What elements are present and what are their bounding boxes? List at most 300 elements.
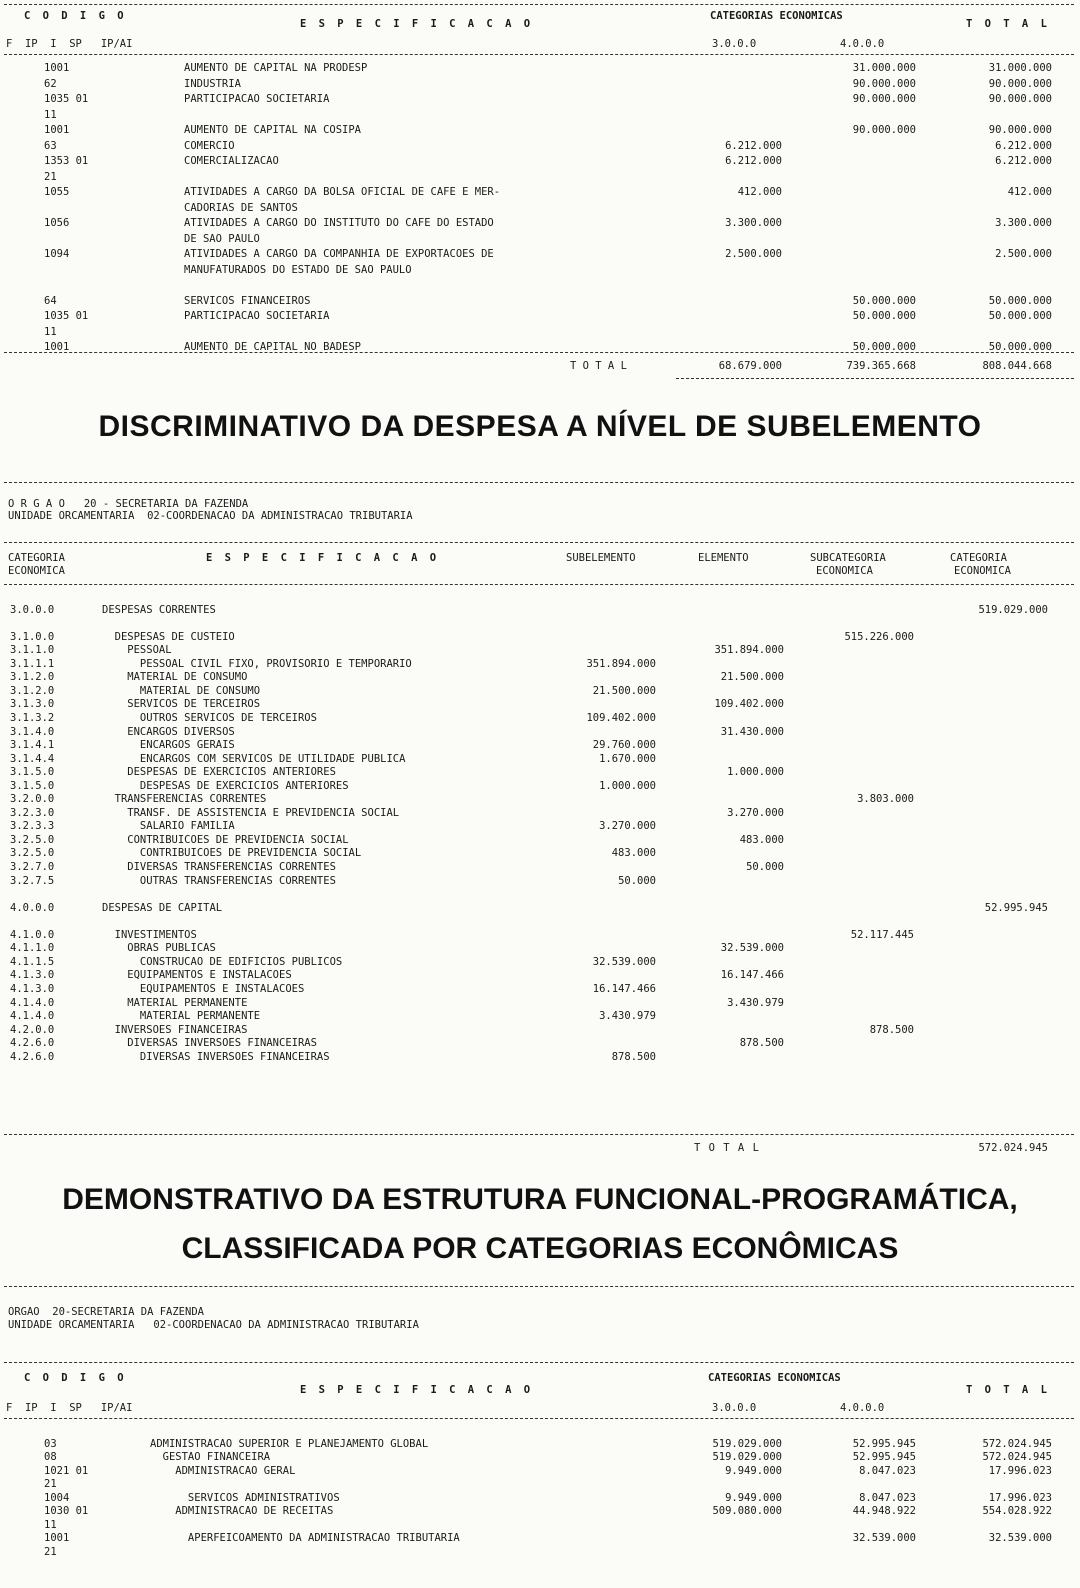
row-category: 4.1.1.0 (10, 942, 55, 955)
row-cat-b: 8.047.023 (859, 1464, 916, 1477)
row-description: SALARIO FAMILIA (102, 820, 235, 833)
unidade-line (4, 1319, 1074, 1332)
total-cat-b: 739.365.668 (846, 360, 916, 372)
table-row (4, 93, 1074, 106)
row-cat-a: 509.080.000 (712, 1505, 782, 1517)
table-row (4, 326, 1074, 339)
row-category: 3.1.4.4 (10, 752, 55, 765)
row-description: DESPESAS DE CUSTEIO (102, 630, 235, 643)
row-category: 3.1.5.0 (10, 766, 55, 779)
row-elemento: 32.539.000 (720, 942, 784, 955)
row-code: 11 (44, 1518, 57, 1531)
total-label: T O T A L (694, 1142, 760, 1154)
row-subelemento: 1.000.000 (599, 779, 656, 792)
row-subelemento: 29.760.000 (592, 739, 656, 752)
table-row (4, 155, 1074, 168)
row-description: DE SAO PAULO (184, 232, 260, 245)
table-row (4, 902, 1074, 915)
table-subheader (4, 38, 1074, 51)
row-description: INVESTIMENTOS (102, 928, 197, 941)
col-header-categoria: CATEGORIA (8, 552, 65, 564)
col-header-categorias: CATEGORIAS ECONOMICAS (708, 1372, 841, 1384)
row-description: DIVERSAS INVERSOES FINANCEIRAS (102, 1037, 317, 1050)
table-row (4, 140, 1074, 153)
heading-demonstrativo: DEMONSTRATIVO DA ESTRUTURA FUNCIONAL-PROGRAMÁTICA, (62, 1183, 1018, 1216)
row-description: CONSTRUCAO DE EDIFICIOS PUBLICOS (102, 955, 343, 968)
col-header-codigo: C O D I G O (24, 1372, 127, 1384)
row-code: 21 (44, 1478, 57, 1490)
row-description: ADMINISTRACAO DE RECEITAS (150, 1505, 334, 1517)
row-code: 11 (44, 108, 57, 121)
table-row (4, 983, 1074, 996)
col-header-categoria-economica: CATEGORIA (950, 552, 1007, 564)
col-header-cat-a: 3.0.0.0 (712, 1402, 757, 1414)
row-subcategoria: 878.500 (869, 1023, 914, 1036)
row-code: 1055 (44, 186, 70, 198)
row-subelemento: 483.000 (611, 847, 656, 860)
heading-discriminativo: DISCRIMINATIVO DA DESPESA A NÍVEL DE SUBELEMENTO (98, 410, 982, 443)
total-grand: 808.044.668 (982, 360, 1052, 372)
row-subelemento: 109.402.000 (586, 711, 656, 724)
row-category: 3.1.0.0 (10, 630, 55, 643)
table-row (4, 698, 1074, 711)
row-category: 4.1.3.0 (10, 982, 55, 995)
row-code: 1004 (44, 1491, 70, 1504)
row-subelemento: 878.500 (611, 1050, 656, 1063)
row-code: 1021 01 (44, 1464, 89, 1477)
row-description: MATERIAL DE CONSUMO (102, 684, 261, 697)
row-category: 3.1.3.0 (10, 698, 55, 711)
row-elemento: 3.430.979 (727, 996, 784, 1009)
col-header-total: T O T A L (966, 1384, 1050, 1396)
row-total: 31.000.000 (988, 62, 1052, 74)
unidade-label: UNIDADE ORCAMENTARIA 02-COORDENACAO DA ADMINISTRACAO TRIBUTARIA (8, 1319, 419, 1331)
row-description: SERVICOS FINANCEIROS (184, 294, 311, 307)
unidade-label: UNIDADE ORCAMENTARIA 02-COORDENACAO DA ADMINISTRACAO TRIBUTARIA (8, 510, 413, 522)
row-code: 1001 (44, 1532, 70, 1544)
row-total: 554.028.922 (982, 1505, 1052, 1517)
row-total: 90.000.000 (988, 93, 1052, 105)
row-category: 3.1.2.0 (10, 684, 55, 697)
row-category: 3.1.5.0 (10, 779, 55, 792)
row-description: OUTRAS TRANSFERENCIAS CORRENTES (102, 874, 336, 887)
col-header-cat-b: 4.0.0.0 (840, 1402, 885, 1414)
row-category: 4.1.0.0 (10, 928, 55, 941)
table-row (4, 295, 1074, 308)
table-row (4, 888, 1074, 901)
table-row (4, 793, 1074, 806)
col-header-especificacao: E S P E C I F I C A C A O (206, 552, 440, 564)
row-description: CONTRIBUICOES DE PREVIDENCIA SOCIAL (102, 847, 362, 860)
row-total: 50.000.000 (988, 310, 1052, 322)
col-header-cat-a: 3.0.0.0 (712, 38, 757, 50)
row-cat-b: 90.000.000 (852, 93, 916, 105)
table-row (4, 685, 1074, 698)
table-row (4, 969, 1074, 982)
col-header-codigo-sub: F IP I SP IP/AI (6, 38, 133, 50)
row-description: EQUIPAMENTOS E INSTALACOES (102, 982, 305, 995)
row-subelemento: 3.430.979 (599, 1010, 656, 1023)
row-total: 572.024.945 (982, 1451, 1052, 1463)
row-description: DESPESAS CORRENTES (102, 603, 216, 616)
row-total: 50.000.000 (988, 341, 1052, 353)
col-header-categorias: CATEGORIAS ECONOMICAS (710, 10, 843, 22)
row-cat-b: 50.000.000 (852, 341, 916, 353)
row-cat-b: 50.000.000 (852, 310, 916, 322)
row-category: 3.2.5.0 (10, 833, 55, 846)
table-row (4, 929, 1074, 942)
row-description: TRANSF. DE ASSISTENCIA E PREVIDENCIA SOCIAL (102, 806, 400, 819)
unidade-line (4, 510, 1074, 523)
row-category: 3.1.3.2 (10, 711, 55, 724)
row-cat-a: 412.000 (737, 186, 782, 198)
table-row (4, 739, 1074, 752)
row-description: CONTRIBUICOES DE PREVIDENCIA SOCIAL (102, 833, 349, 846)
row-category: 4.1.4.0 (10, 996, 55, 1009)
row-cat-a: 2.500.000 (725, 248, 782, 260)
subelement-table (4, 480, 1074, 1165)
row-code: 1001 (44, 62, 70, 74)
row-elemento: 50.000 (746, 861, 784, 873)
row-elemento: 109.402.000 (714, 698, 784, 711)
row-total: 2.500.000 (995, 248, 1052, 260)
row-category: 3.1.4.1 (10, 739, 55, 752)
orgao-label: O R G A O 20 - SECRETARIA DA FAZENDA (8, 498, 249, 510)
col-header-total: T O T A L (966, 18, 1050, 30)
table-row (4, 1024, 1074, 1037)
row-elemento: 16.147.466 (720, 969, 784, 982)
row-description: OUTROS SERVICOS DE TERCEIROS (102, 711, 317, 724)
row-cat-b: 32.539.000 (852, 1532, 916, 1544)
total-cat-a: 68.679.000 (718, 360, 782, 372)
row-subelemento: 351.894.000 (586, 657, 656, 670)
table-header (4, 1372, 1074, 1396)
table-row (4, 217, 1074, 230)
table-row (4, 726, 1074, 739)
row-category: 3.2.3.0 (10, 806, 55, 819)
table-row (4, 617, 1074, 630)
table-row (4, 807, 1074, 820)
row-code: 1035 01 (44, 310, 89, 322)
table-row (4, 1051, 1074, 1064)
table-row (4, 1546, 1074, 1559)
row-cat-b: 90.000.000 (852, 124, 916, 136)
col-header-categoria-economica-2: ECONOMICA (954, 565, 1011, 577)
row-categoria: 52.995.945 (984, 901, 1048, 914)
table-row (4, 1037, 1074, 1050)
row-code: 1001 (44, 124, 70, 136)
row-subelemento: 3.270.000 (599, 820, 656, 833)
table-row (4, 1438, 1074, 1451)
row-cat-a: 6.212.000 (725, 155, 782, 167)
row-code: 63 (44, 139, 57, 152)
row-code: 1353 01 (44, 155, 89, 167)
col-header-especificacao: E S P E C I F I C A C A O (300, 1384, 534, 1396)
row-total: 50.000.000 (988, 294, 1052, 307)
row-code: 08 (44, 1451, 57, 1463)
row-cat-a: 6.212.000 (725, 139, 782, 152)
row-code: 1035 01 (44, 93, 89, 105)
row-description: AUMENTO DE CAPITAL NA COSIPA (184, 124, 362, 136)
table-row (4, 942, 1074, 955)
row-description: DESPESAS DE CAPITAL (102, 901, 223, 914)
divider (676, 378, 1074, 379)
row-cat-b: 44.948.922 (852, 1505, 916, 1517)
row-category: 3.2.7.0 (10, 861, 55, 873)
row-code: 1094 (44, 248, 70, 260)
row-category: 3.2.3.3 (10, 820, 55, 833)
row-code: 64 (44, 294, 57, 307)
col-header-subcategoria-2: ECONOMICA (816, 565, 873, 577)
row-description: COMERCIALIZACAO (184, 155, 279, 167)
row-subcategoria: 52.117.445 (850, 928, 914, 941)
table-row (4, 820, 1074, 833)
table-row (4, 1451, 1074, 1464)
row-category: 3.2.0.0 (10, 793, 55, 806)
row-categoria: 519.029.000 (978, 603, 1048, 616)
row-category: 4.1.4.0 (10, 1010, 55, 1023)
row-description: PARTICIPACAO SOCIETARIA (184, 310, 330, 322)
row-category: 3.1.4.0 (10, 725, 55, 738)
row-description: DIVERSAS INVERSOES FINANCEIRAS (102, 1050, 330, 1063)
table-row (4, 956, 1074, 969)
functional-table (4, 1284, 1074, 1584)
table-row (4, 712, 1074, 725)
row-description: ADMINISTRACAO GERAL (150, 1464, 296, 1477)
row-total: 6.212.000 (995, 155, 1052, 167)
row-elemento: 483.000 (739, 833, 784, 846)
table-row (4, 202, 1074, 215)
row-total: 32.539.000 (988, 1532, 1052, 1544)
row-description: PARTICIPACAO SOCIETARIA (184, 93, 330, 105)
table-row (4, 658, 1074, 671)
top-table (4, 0, 1074, 390)
row-category: 3.2.7.5 (10, 874, 55, 887)
table-row (4, 1010, 1074, 1023)
row-description: PESSOAL (102, 644, 172, 657)
row-description: AUMENTO DE CAPITAL NA PRODESP (184, 62, 368, 74)
col-header-especificacao: E S P E C I F I C A C A O (300, 18, 534, 30)
row-cat-a: 519.029.000 (712, 1451, 782, 1463)
row-cat-a: 9.949.000 (725, 1464, 782, 1477)
row-description: ATIVIDADES A CARGO DA BOLSA OFICIAL DE CAFE E MER- (184, 186, 501, 198)
divider (4, 54, 1074, 55)
row-description: INVERSOES FINANCEIRAS (102, 1023, 248, 1036)
divider (4, 584, 1074, 585)
row-code: 1056 (44, 217, 70, 229)
table-header (4, 10, 1074, 30)
table-row (4, 264, 1074, 277)
table-row (4, 1465, 1074, 1478)
row-description: ENCARGOS COM SERVICOS DE UTILIDADE PUBLICA (102, 752, 406, 765)
row-cat-b: 50.000.000 (852, 294, 916, 307)
row-cat-a: 9.949.000 (725, 1491, 782, 1504)
table-row (4, 279, 1074, 292)
col-header-subelemento: SUBELEMENTO (566, 552, 636, 564)
table-subheader (4, 1402, 1074, 1415)
table-row (4, 753, 1074, 766)
row-description: MANUFATURADOS DO ESTADO DE SAO PAULO (184, 263, 412, 276)
row-description: ADMINISTRACAO SUPERIOR E PLANEJAMENTO GLOBAL (150, 1437, 429, 1450)
row-code: 1030 01 (44, 1505, 89, 1517)
table-row (4, 233, 1074, 246)
row-category: 3.1.2.0 (10, 671, 55, 684)
row-description: MATERIAL PERMANENTE (102, 1010, 261, 1023)
col-header-subcategoria: SUBCATEGORIA (810, 552, 886, 564)
table-row (4, 310, 1074, 323)
total-value: 572.024.945 (978, 1142, 1048, 1154)
col-header-codigo: C O D I G O (24, 10, 127, 22)
row-code: 21 (44, 1545, 57, 1558)
col-header-categoria-2: ECONOMICA (8, 565, 65, 577)
row-description: DESPESAS DE EXERCICIOS ANTERIORES (102, 766, 336, 779)
orgao-line (4, 1306, 1074, 1319)
row-description: SERVICOS DE TERCEIROS (102, 698, 261, 711)
row-code: 62 (44, 77, 57, 90)
row-description: DIVERSAS TRANSFERENCIAS CORRENTES (102, 861, 336, 873)
row-total: 17.996.023 (988, 1491, 1052, 1504)
row-description: MATERIAL PERMANENTE (102, 996, 248, 1009)
row-category: 4.2.6.0 (10, 1037, 55, 1050)
table-row (4, 78, 1074, 91)
row-description: ENCARGOS DIVERSOS (102, 725, 235, 738)
divider (4, 1418, 1074, 1419)
table-row (4, 186, 1074, 199)
row-cat-b: 90.000.000 (852, 77, 916, 90)
row-cat-a: 519.029.000 (712, 1437, 782, 1450)
col-header-elemento: ELEMENTO (698, 552, 749, 564)
row-category: 3.1.1.1 (10, 657, 55, 670)
row-code: 21 (44, 170, 57, 183)
row-description: GESTAO FINANCEIRA (150, 1451, 271, 1463)
row-description: EQUIPAMENTOS E INSTALACOES (102, 969, 292, 982)
row-subelemento: 21.500.000 (592, 684, 656, 697)
table-row (4, 997, 1074, 1010)
table-row (4, 766, 1074, 779)
row-cat-b: 52.995.945 (852, 1451, 916, 1463)
row-total: 17.996.023 (988, 1464, 1052, 1477)
table-row (4, 915, 1074, 928)
row-category: 4.0.0.0 (10, 901, 55, 914)
row-description: PESSOAL CIVIL FIXO, PROVISORIO E TEMPORARIO (102, 657, 412, 670)
table-row (4, 1492, 1074, 1505)
total-row (4, 1142, 1074, 1155)
divider (4, 482, 1074, 483)
row-category: 4.1.3.0 (10, 969, 55, 982)
divider (4, 1362, 1074, 1363)
row-category: 4.1.1.5 (10, 955, 55, 968)
table-row (4, 834, 1074, 847)
row-description: APERFEICOAMENTO DA ADMINISTRACAO TRIBUTARIA (150, 1532, 460, 1544)
row-code: 1001 (44, 341, 70, 353)
col-header-cat-b: 4.0.0.0 (840, 38, 885, 50)
table-header-2 (4, 565, 1074, 578)
heading-classificada: CLASSIFICADA POR CATEGORIAS ECONÔMICAS (181, 1232, 899, 1265)
row-cat-b: 8.047.023 (859, 1491, 916, 1504)
row-description: AUMENTO DE CAPITAL NO BADESP (184, 341, 362, 353)
table-row (4, 604, 1074, 617)
row-cat-a: 3.300.000 (725, 217, 782, 229)
row-description: MATERIAL DE CONSUMO (102, 671, 248, 684)
table-row (4, 62, 1074, 75)
table-row (4, 1519, 1074, 1532)
row-description: ENCARGOS GERAIS (102, 739, 235, 752)
row-total: 3.300.000 (995, 217, 1052, 229)
orgao-label: ORGAO 20-SECRETARIA DA FAZENDA (8, 1306, 204, 1318)
table-row (4, 109, 1074, 122)
row-cat-b: 52.995.945 (852, 1437, 916, 1450)
divider (4, 4, 1074, 5)
row-subelemento: 32.539.000 (592, 955, 656, 968)
table-row (4, 875, 1074, 888)
table-row (4, 590, 1074, 603)
table-row (4, 1532, 1074, 1545)
row-subelemento: 1.670.000 (599, 752, 656, 765)
row-elemento: 1.000.000 (727, 766, 784, 779)
table-row (4, 171, 1074, 184)
row-category: 3.1.1.0 (10, 644, 55, 657)
row-elemento: 31.430.000 (720, 725, 784, 738)
row-description: COMERCIO (184, 139, 235, 152)
col-header-codigo-sub: F IP I SP IP/AI (6, 1402, 133, 1414)
row-total: 412.000 (1007, 186, 1052, 198)
row-description: ATIVIDADES A CARGO DA COMPANHIA DE EXPORTACOES DE (184, 248, 494, 260)
table-header (4, 552, 1074, 565)
row-description: ATIVIDADES A CARGO DO INSTITUTO DO CAFE DO ESTADO (184, 217, 494, 229)
row-description: SERVICOS ADMINISTRATIVOS (150, 1491, 340, 1504)
table-row (4, 248, 1074, 261)
row-description: TRANSFERENCIAS CORRENTES (102, 793, 267, 806)
table-row (4, 644, 1074, 657)
row-description: OBRAS PUBLICAS (102, 942, 216, 955)
row-cat-b: 31.000.000 (852, 62, 916, 74)
row-total: 90.000.000 (988, 124, 1052, 136)
divider (4, 352, 1074, 353)
row-elemento: 21.500.000 (720, 671, 784, 684)
row-code: 11 (44, 325, 57, 338)
table-row (4, 861, 1074, 874)
table-row (4, 780, 1074, 793)
table-row (4, 1478, 1074, 1491)
row-subelemento: 50.000 (618, 874, 656, 887)
table-row (4, 847, 1074, 860)
table-row (4, 124, 1074, 137)
row-total: 6.212.000 (995, 139, 1052, 152)
row-subcategoria: 515.226.000 (844, 630, 914, 643)
total-label: T O T A L (570, 360, 627, 372)
row-description: DESPESAS DE EXERCICIOS ANTERIORES (102, 779, 349, 792)
row-category: 4.2.0.0 (10, 1023, 55, 1036)
table-row (4, 1424, 1074, 1437)
row-elemento: 351.894.000 (714, 644, 784, 657)
row-category: 3.2.5.0 (10, 847, 55, 860)
row-category: 3.0.0.0 (10, 603, 55, 616)
table-row (4, 631, 1074, 644)
row-total: 572.024.945 (982, 1437, 1052, 1450)
row-description: CADORIAS DE SANTOS (184, 201, 298, 214)
divider (4, 1134, 1074, 1135)
divider (4, 542, 1074, 543)
total-row (4, 360, 1074, 373)
table-row (4, 1505, 1074, 1518)
table-row (4, 671, 1074, 684)
row-subcategoria: 3.803.000 (857, 793, 914, 806)
row-category: 4.2.6.0 (10, 1050, 55, 1063)
row-code: 03 (44, 1437, 57, 1450)
row-total: 90.000.000 (988, 77, 1052, 90)
row-subelemento: 16.147.466 (592, 982, 656, 995)
row-elemento: 878.500 (739, 1037, 784, 1050)
